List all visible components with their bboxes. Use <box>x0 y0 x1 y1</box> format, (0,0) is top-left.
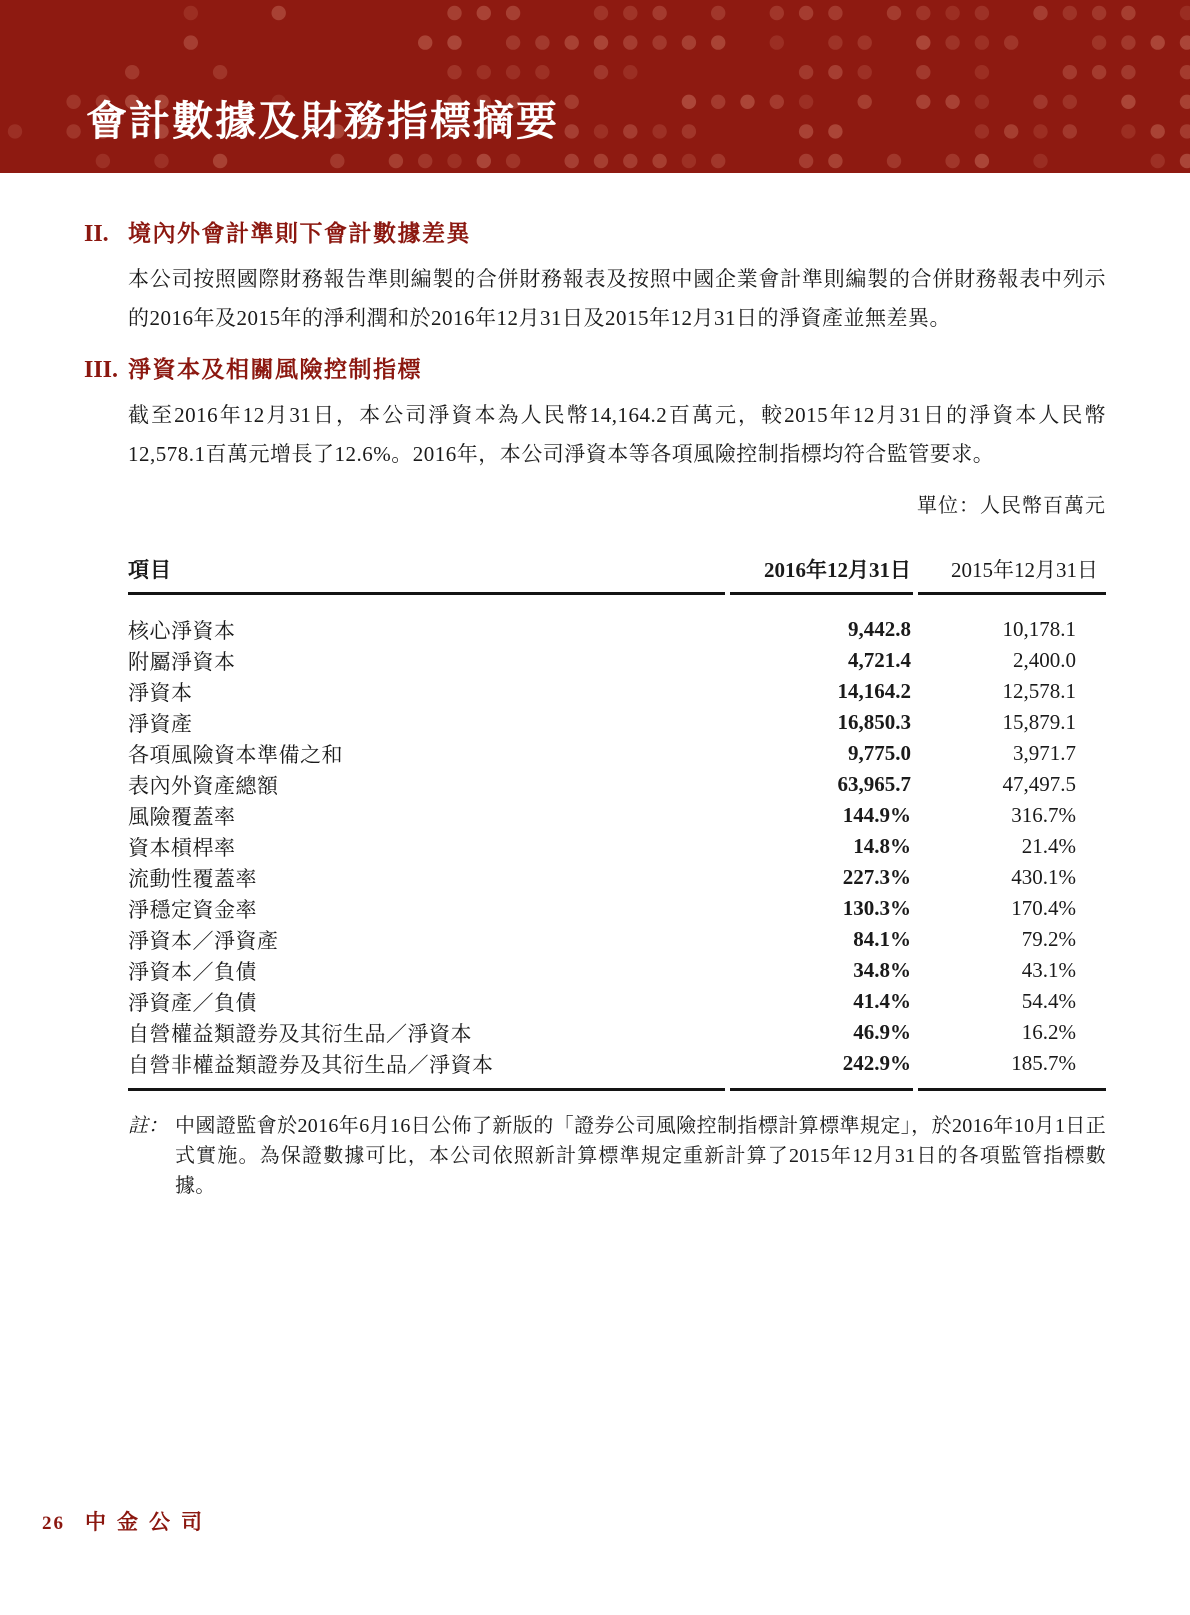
section-ii <box>84 219 1106 338</box>
value-2015: 12,578.1 <box>1002 679 1076 703</box>
table-row <box>128 986 1106 1017</box>
value-2016: 14.8% <box>853 834 911 858</box>
table-row <box>128 800 1106 831</box>
page-number: 26 <box>42 1513 65 1534</box>
row-label: 附屬淨資本 <box>128 649 236 674</box>
footnote-text: 中國證監會於2016年6月16日公佈了新版的「證券公司風險控制指標計算標準規定」，於2016年10月1日正式實施。為保證數據可比，本公司依照新計算標準規定重新計算了2015年12月31日的各項監管指標數據。 <box>175 1115 1106 1197</box>
value-2015: 2,400.0 <box>1013 648 1076 672</box>
row-label: 淨資產 <box>128 711 193 736</box>
col-header-2015: 2015年12月31日 <box>918 540 1106 594</box>
value-2015: 43.1% <box>1021 958 1076 982</box>
row-label: 自營權益類證券及其衍生品／淨資本 <box>128 1021 472 1046</box>
unit-label: 單位：人民幣百萬元 <box>917 495 1106 517</box>
table-row <box>128 614 1106 645</box>
row-label: 淨穩定資金率 <box>128 897 257 922</box>
indicators-table <box>128 540 1106 1091</box>
value-2015: 10,178.1 <box>1002 617 1076 641</box>
col-header-item: 項目 <box>128 540 725 594</box>
page-banner <box>0 0 1190 173</box>
value-2016: 227.3% <box>842 865 911 889</box>
section-iii-heading <box>84 355 1106 385</box>
section-ii-number: II. <box>84 221 109 247</box>
row-label: 淨資本／負債 <box>128 959 257 984</box>
table-row <box>128 769 1106 800</box>
row-label: 資本槓桿率 <box>128 835 236 860</box>
section-iii-number: III. <box>84 357 119 383</box>
section-ii-paragraph: 本公司按照國際財務報告準則編製的合併財務報表及按照中國企業會計準則編製的合併財務報表中列示的2016年及2015年的淨利潤和於2016年12月31日及2015年12月31日的淨資產並無差異。 <box>128 267 1106 330</box>
value-2015: 16.2% <box>1021 1020 1076 1044</box>
value-2015: 54.4% <box>1021 989 1076 1013</box>
value-2016: 144.9% <box>842 803 911 827</box>
indicators-table-grid <box>128 540 1106 1091</box>
section-iii-title: 淨資本及相關風險控制指標 <box>128 357 422 382</box>
value-2016: 130.3% <box>842 896 911 920</box>
value-2015: 15,879.1 <box>1002 710 1076 734</box>
value-2016: 4,721.4 <box>848 648 911 672</box>
value-2016: 16,850.3 <box>837 710 911 734</box>
table-row <box>128 676 1106 707</box>
spacer-cell <box>730 594 913 615</box>
table-header-row <box>128 540 1106 594</box>
row-label: 淨資本／淨資產 <box>128 928 279 953</box>
value-2016: 9,442.8 <box>848 617 911 641</box>
row-label: 流動性覆蓋率 <box>128 866 257 891</box>
section-ii-title: 境內外會計準則下會計數據差異 <box>128 221 471 246</box>
value-2016: 63,965.7 <box>837 772 911 796</box>
value-2015: 316.7% <box>1011 803 1076 827</box>
row-label: 自營非權益類證券及其衍生品／淨資本 <box>128 1048 725 1090</box>
value-2016: 84.1% <box>853 927 911 951</box>
header-spacer-row <box>128 594 1106 615</box>
row-label: 淨資產／負債 <box>128 990 257 1015</box>
footnote-label: 註： <box>128 1115 168 1137</box>
col-header-2016: 2016年12月31日 <box>730 540 913 594</box>
value-2015: 170.4% <box>1011 896 1076 920</box>
row-label: 各項風險資本準備之和 <box>128 742 343 767</box>
section-iii <box>84 355 1106 474</box>
spacer-cell <box>918 594 1106 615</box>
value-2016: 41.4% <box>853 989 911 1013</box>
row-label: 風險覆蓋率 <box>128 804 236 829</box>
value-2015: 47,497.5 <box>1002 772 1076 796</box>
row-label: 核心淨資本 <box>128 618 236 643</box>
table-row <box>128 645 1106 676</box>
value-2015: 430.1% <box>1011 865 1076 889</box>
table-row <box>128 862 1106 893</box>
table-row <box>128 1017 1106 1048</box>
page-footer <box>42 1506 213 1536</box>
table-row <box>128 738 1106 769</box>
row-label: 淨資本 <box>128 680 193 705</box>
value-2016: 9,775.0 <box>848 741 911 765</box>
value-2016: 46.9% <box>853 1020 911 1044</box>
table-row <box>128 1048 1106 1090</box>
value-2015: 79.2% <box>1021 927 1076 951</box>
value-2015: 21.4% <box>1021 834 1076 858</box>
table-row <box>128 707 1106 738</box>
value-2015: 185.7% <box>918 1048 1106 1090</box>
footnote <box>128 1111 1106 1201</box>
table-row <box>128 893 1106 924</box>
table-row <box>128 924 1106 955</box>
spacer-cell <box>128 594 725 615</box>
page-title: 會計數據及財務指標摘要 <box>86 98 559 144</box>
table-row <box>128 955 1106 986</box>
section-ii-heading <box>84 219 1106 249</box>
row-label: 表內外資產總額 <box>128 773 279 798</box>
company-name: 中金公司 <box>85 1510 213 1534</box>
banner-dot-pattern <box>0 0 1190 173</box>
value-2015: 3,971.7 <box>1013 741 1076 765</box>
table-row <box>128 831 1106 862</box>
value-2016: 14,164.2 <box>837 679 911 703</box>
value-2016: 242.9% <box>730 1048 913 1090</box>
value-2016: 34.8% <box>853 958 911 982</box>
section-iii-paragraph: 截至2016年12月31日，本公司淨資本為人民幣14,164.2百萬元，較2015年12月31日的淨資本人民幣12,578.1百萬元增長了12.6%。2016年，本公司淨資本等各項風險控制指標均符合監管要求。 <box>128 403 1106 466</box>
